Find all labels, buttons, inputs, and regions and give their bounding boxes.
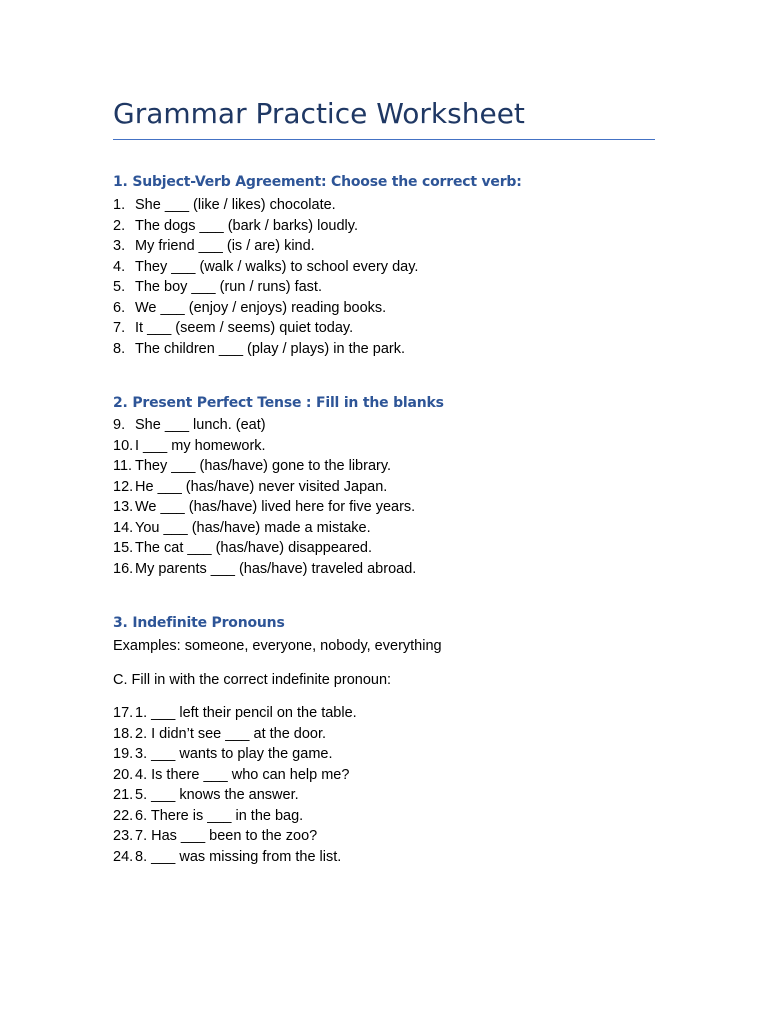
item-text: The children ___ (play / plays) in the park. bbox=[135, 340, 405, 357]
list-item bbox=[113, 195, 418, 216]
item-text: The boy ___ (run / runs) fast. bbox=[135, 279, 322, 295]
list-item bbox=[113, 518, 416, 539]
section-1-heading: 1. Subject-Verb Agreement: Choose the correct verb: bbox=[113, 174, 522, 190]
item-number: 24. bbox=[113, 848, 134, 865]
page-title: Grammar Practice Worksheet bbox=[113, 97, 525, 130]
title-underline bbox=[113, 139, 655, 140]
item-text: 7. Has ___ been to the zoo? bbox=[135, 828, 318, 844]
list-item bbox=[113, 436, 416, 457]
section-1-list bbox=[113, 195, 418, 359]
item-text: 3. ___ wants to play the game. bbox=[135, 746, 333, 762]
list-item bbox=[113, 236, 418, 257]
item-number: 15. bbox=[113, 540, 134, 556]
list-item bbox=[113, 415, 416, 436]
list-item bbox=[113, 806, 357, 827]
item-number: 7. bbox=[113, 320, 126, 336]
item-number: 21. bbox=[113, 787, 134, 803]
item-text: We ___ (enjoy / enjoys) reading books. bbox=[135, 299, 387, 316]
list-item bbox=[113, 538, 416, 559]
item-number: 2. bbox=[113, 217, 126, 234]
item-text: It ___ (seem / seems) quiet today. bbox=[135, 320, 354, 336]
item-text: 8. ___ was missing from the list. bbox=[135, 848, 342, 865]
list-item bbox=[113, 339, 418, 360]
item-text: He ___ (has/have) never visited Japan. bbox=[135, 478, 388, 495]
list-item bbox=[113, 826, 357, 847]
item-number: 6. bbox=[113, 299, 126, 316]
item-text: You ___ (has/have) made a mistake. bbox=[135, 519, 371, 536]
item-text: They ___ (has/have) gone to the library. bbox=[135, 458, 392, 474]
item-number: 1. bbox=[113, 197, 126, 213]
item-number: 18. bbox=[113, 725, 134, 742]
list-item bbox=[113, 703, 357, 724]
item-text: She ___ (like / likes) chocolate. bbox=[135, 197, 336, 213]
list-item bbox=[113, 277, 418, 298]
list-item bbox=[113, 456, 416, 477]
list-item bbox=[113, 216, 418, 237]
item-text: 1. ___ left their pencil on the table. bbox=[135, 705, 357, 721]
list-item bbox=[113, 257, 418, 278]
section-3-list bbox=[113, 703, 357, 867]
examples-text: Examples: someone, everyone, nobody, everything bbox=[113, 638, 442, 654]
list-item bbox=[113, 847, 357, 868]
item-text: 2. I didn’t see ___ at the door. bbox=[135, 725, 327, 742]
item-number: 11. bbox=[113, 458, 133, 474]
section-2-heading: 2. Present Perfect Tense : Fill in the blanks bbox=[113, 395, 444, 411]
item-number: 10. bbox=[113, 437, 134, 454]
section-3-heading: 3. Indefinite Pronouns bbox=[113, 615, 285, 631]
item-number: 12. bbox=[113, 478, 134, 495]
item-number: 16. bbox=[113, 560, 134, 577]
item-number: 8. bbox=[113, 340, 126, 357]
item-number: 14. bbox=[113, 519, 134, 536]
list-item bbox=[113, 724, 357, 745]
item-number: 9. bbox=[113, 417, 126, 433]
list-item bbox=[113, 477, 416, 498]
item-number: 4. bbox=[113, 258, 126, 275]
item-number: 5. bbox=[113, 279, 126, 295]
item-text: The cat ___ (has/have) disappeared. bbox=[135, 540, 372, 556]
item-number: 22. bbox=[113, 807, 134, 824]
item-number: 23. bbox=[113, 828, 134, 844]
list-item bbox=[113, 298, 418, 319]
section-2-list bbox=[113, 415, 416, 579]
item-number: 3. bbox=[113, 238, 126, 254]
item-number: 20. bbox=[113, 766, 134, 783]
list-item bbox=[113, 785, 357, 806]
item-text: 4. Is there ___ who can help me? bbox=[135, 766, 350, 783]
item-text: 6. There is ___ in the bag. bbox=[135, 807, 304, 824]
item-text: We ___ (has/have) lived here for five years. bbox=[135, 499, 416, 515]
list-item bbox=[113, 559, 416, 580]
item-number: 13. bbox=[113, 499, 134, 515]
item-text: They ___ (walk / walks) to school every day. bbox=[135, 258, 419, 275]
item-text: My parents ___ (has/have) traveled abroad. bbox=[135, 560, 417, 577]
list-item bbox=[113, 765, 357, 786]
item-text: She ___ lunch. (eat) bbox=[135, 417, 266, 433]
list-item bbox=[113, 744, 357, 765]
item-number: 17. bbox=[113, 705, 134, 721]
instruction-text: C. Fill in with the correct indefinite pronoun: bbox=[113, 672, 392, 688]
item-text: The dogs ___ (bark / barks) loudly. bbox=[135, 217, 358, 234]
list-item bbox=[113, 318, 418, 339]
item-text: I ___ my homework. bbox=[135, 437, 266, 454]
item-text: 5. ___ knows the answer. bbox=[135, 787, 299, 803]
item-text: My friend ___ (is / are) kind. bbox=[135, 238, 315, 254]
item-number: 19. bbox=[113, 746, 134, 762]
list-item bbox=[113, 497, 416, 518]
